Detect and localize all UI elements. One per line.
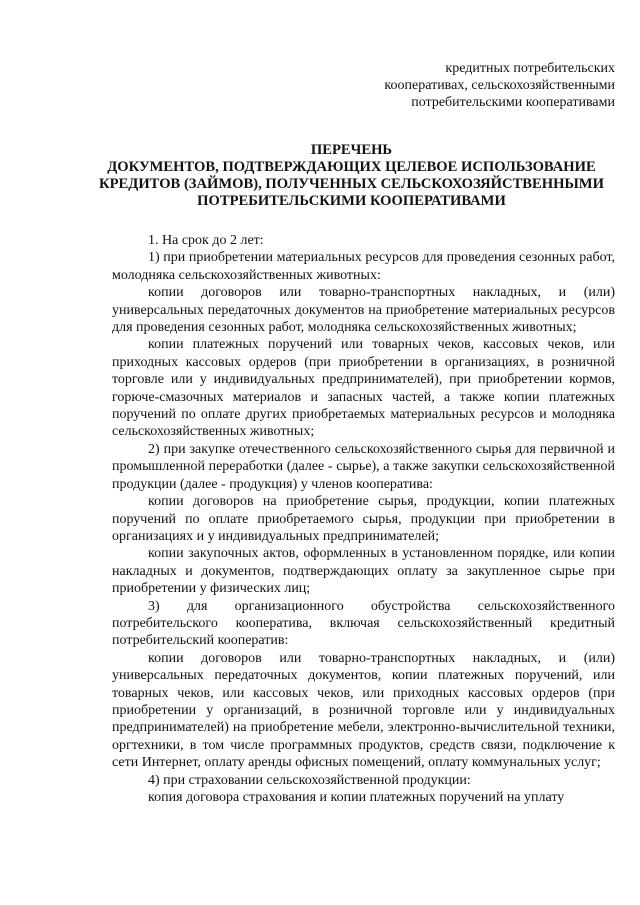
paragraph: 1) при приобретении материальных ресурсов для проведения сезонных работ, молодняка сельскохозяйственных животных: (112, 250, 615, 283)
paragraph: 4) при страховании сельскохозяйственной продукции: (148, 772, 471, 788)
paragraph: копии договоров на приобретение сырья, продукции, копии платежных поручений по оплате приобретаемого сырья, продукции при приобретении в организациях и у индивидуальных предпринимателей; (112, 494, 615, 544)
header-note-line: кооперативах, сельскохозяйственными (384, 78, 615, 93)
title-line: КРЕДИТОВ (ЗАЙМОВ), ПОЛУЧЕННЫХ СЕЛЬСКОХОЗЯЙСТВЕННЫМИ (99, 176, 604, 192)
paragraph: 1. На срок до 2 лет: (148, 233, 264, 248)
title-line: ПОТРЕБИТЕЛЬСКИМИ КООПЕРАТИВАМИ (197, 193, 506, 209)
header-note-line: потребительскими кооперативами (411, 95, 615, 110)
paragraph: 2) при закупке отечественного сельскохозяйственного сырья для первичной и промышленной переработки (далее - сырье), а также закупки сельскохозяйственной продукции (далее - продукция) у членов кооператива: (112, 441, 615, 492)
document-body (112, 232, 615, 806)
header-note-line: кредитных потребительских (445, 61, 615, 76)
paragraph: копия договора страхования и копии платежных поручений на уплату (148, 790, 565, 805)
paragraph: копии договоров или товарно-транспортных накладных, и (или) универсальных передаточных документов, копии платежных поручений, или товарных чеков, или кассовых чеков, или приходных кассовых ордеров (при приобретении у организаций, в розничной торговле или у индивидуальных предпринимателей) на приобретение мебели, электронно-вычислительной техники, оргтехники, в том числе программных продуктов, средств связи, подключение к сети Интернет, оплату аренды офисных помещений, оплату коммунальных услуг; (112, 650, 615, 771)
document-title (86, 142, 617, 210)
paragraph: копии договоров или товарно-транспортных накладных, и (или) универсальных передаточных документов на приобретение материальных ресурсов для проведения сезонных работ, молодняка сельскохозяйственных животных; (112, 285, 615, 336)
paragraph: копии закупочных актов, оформленных в установленном порядке, или копии накладных и документов, подтверждающих оплату за закупленное сырье при приобретении у физических лиц; (112, 546, 615, 597)
title-line: ПЕРЕЧЕНЬ (310, 142, 393, 158)
document-page (99, 60, 615, 806)
paragraph: 3) для организационного обустройства сельскохозяйственного потребительского кооператива, включая сельскохозяйственный кредитный потребительский кооператив: (112, 598, 615, 649)
header-note (112, 60, 615, 111)
paragraph: копии платежных поручений или товарных чеков, кассовых чеков, или приходных кассовых ордеров (при приобретении в организациях, в розничной торговле или у индивидуальных предпринимателей), при приобретении кормов, горюче-смазочных материалов и запасных частей, а также копии платежных поручений по оплате других приобретаемых материальных ресурсов и молодняка сельскохозяйственных животных; (112, 337, 615, 440)
title-line: ДОКУМЕНТОВ, ПОДТВЕРЖДАЮЩИХ ЦЕЛЕВОЕ ИСПОЛЬЗОВАНИЕ (107, 159, 596, 175)
